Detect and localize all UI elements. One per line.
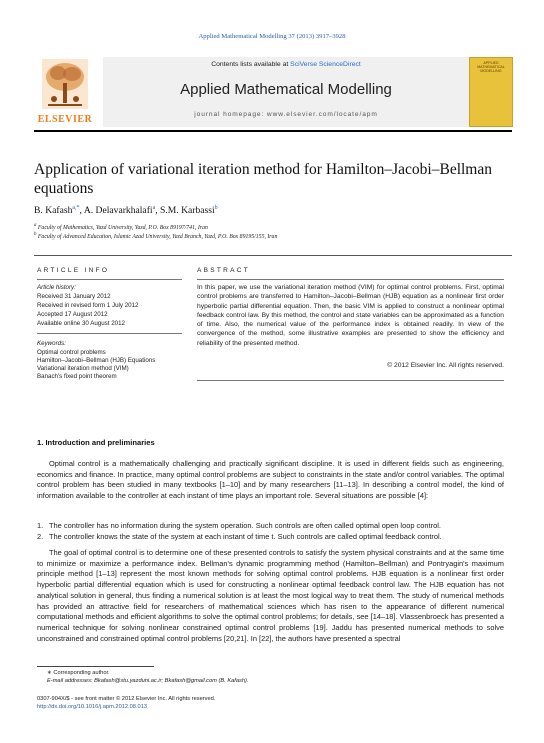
abstract-text: In this paper, we use the variational iteration method (VIM) for optimal control problems. First, optimal control problems are transferred to Hamilton–Jacobi–Bellman (HJB) equation as a nonlinear first order hyperbolic partial differential equation. Then, the basic VIM is applied to construct a nonlinear optimal feedback control law. By this method, the control and state variables can be approximated as a function of time. Also, the numerical value of the performance index is obtained readily. In view of the convergence of the method, some illustrative examples are presented to show the efficiency and reliability of the presented method. [197, 284, 504, 347]
keyword-item: Optimal control problems [37, 349, 106, 356]
history-label: Article history: [37, 284, 76, 291]
author-list: B. Kafash$^{a,*}$, A. Delavarkhalafi$^a$, S.M. Karbassi$^b$ [34, 205, 218, 217]
issn-line: 0307-904X/$ - see front matter © 2012 Elsevier Inc. All rights reserved. [37, 696, 216, 702]
cover-title: APPLIED MATHEMATICAL MODELLING [477, 61, 505, 73]
keyword-item: Banach's fixed point theorem [37, 373, 117, 380]
history-item: Received in revised form 1 July 2012 [37, 302, 139, 309]
contents-prefix: Contents lists available at [211, 61, 291, 68]
elsevier-tree-icon [42, 59, 88, 109]
keyword-item: Variational iteration method (VIM) [37, 365, 129, 372]
keywords-label: Keywords: [37, 340, 66, 347]
sciencedirect-link[interactable]: SciVerse ScienceDirect [290, 61, 361, 68]
list-number: 1. [37, 521, 44, 530]
body-paragraph [37, 548, 504, 644]
history-item: Received 31 January 2012 [37, 293, 111, 300]
asterisk-icon: ∗ [47, 670, 52, 676]
affiliation-sup: b [34, 232, 37, 237]
journal-header [103, 57, 469, 127]
list-item [37, 532, 504, 543]
list-text: The controller has no information during the system operation. Such controls are often called optimal open loop control. [49, 521, 441, 530]
list-text: The controller knows the state of the system at each instant of time t. Such controls are called optimal feedback control. [49, 532, 442, 541]
author-sup[interactable]: a [152, 205, 156, 211]
footnote-rule [37, 666, 154, 667]
journal-homepage[interactable]: journal homepage: www.elsevier.com/locate/apm [194, 111, 378, 118]
author-name[interactable]: S.M. Karbassi [160, 205, 215, 217]
list-item [37, 521, 504, 532]
article-title: Application of variational iteration method for Hamilton–Jacobi–Bellman equations [34, 161, 492, 197]
header-rule [34, 130, 512, 132]
list-number: 2. [37, 532, 44, 541]
copyright-line: © 2012 Elsevier Inc. All rights reserved. [387, 362, 504, 369]
footnote-emails[interactable]: E-mail addresses: Bkafash@stu.yazduni.ac.ir; Bkafash@gmail.com (B. Kafash). [47, 678, 249, 684]
elsevier-logo [36, 57, 94, 125]
section-heading: 1. Introduction and preliminaries [37, 438, 155, 447]
body-paragraph [37, 459, 504, 502]
publisher-name: ELSEVIER [37, 114, 93, 125]
journal-cover-image [469, 57, 513, 127]
abstract-bottom-rule [197, 380, 504, 381]
affiliation-text: Faculty of Advanced Education, Islamic Azad University, Yazd Branch, Yazd, P.O. Box 89195/155, Iran [37, 233, 278, 240]
affiliation-text: Faculty of Mathematics, Yazd University, Yazd, P.O. Box 89197/741, Iran [37, 224, 208, 231]
paragraph-text: Optimal control is a mathematically challenging and practically significant discipline. It is used in different fields such as engineering, economics and finance. In practice, many optimal control problems are subject to constraints in the state and/or control variables. The optimal control problem has been studied in many textbooks [1–10] and by many researchers [11–13]. In describing a control model, the kind of information available to the controller at each instant of time plays an important role. Several situations are possible [4]: [37, 459, 504, 501]
affiliation [34, 232, 512, 240]
section-rule [34, 255, 512, 256]
journal-reference[interactable]: Applied Mathematical Modelling 37 (2013) 3917–3928 [198, 33, 346, 40]
paragraph-text: The goal of optimal control is to determine one of these presented controls to satisfy the system physical constraints and at the same time to minimize or maximize a performance index. Bellman's dynamic programming method (Hamilton–Bellman) and Pontryagin's maximum principle method [1–13] represent the most known methods for solving optimal control problems. HJB equation is a nonlinear first order hyperbolic partial differential equation which is used for constructing a nonlinear optimal feedback control law. The HJB equation has not analytical solution in general, thus finding a numerical solution is at least the most logical way to treat them. The study of numerical methods has provided an attractive field for researchers of mathematical sciences which has risen to the appearance of different numerical computational methods and efficient algorithms to solve the optimal control problems; for details, see [14–18]. Vlassenbroeck has presented a numerical technique for solving nonlinear constrained optimal control problems [19]. Jaddu has presented numerical methods to solve unconstrained and constrained optimal control problems [20,21]. In [22], the authors have presented a spectral [37, 548, 504, 643]
journal-title[interactable]: Applied Mathematical Modelling [180, 81, 392, 98]
author-name[interactable]: A. Delavarkhalafi [83, 205, 153, 217]
author-name[interactable]: B. Kafash [34, 205, 73, 217]
keywords-rule [37, 333, 182, 334]
keyword-item: Hamilton–Jacobi–Bellman (HJB) Equations [37, 357, 156, 364]
footnote-corresponding [47, 670, 110, 676]
history-item: Accepted 17 August 2012 [37, 311, 108, 318]
affiliation-sup: a [34, 223, 37, 228]
author-sup[interactable]: a,* [72, 205, 80, 211]
article-info-heading: ARTICLE INFO [37, 267, 110, 274]
affiliation [34, 223, 512, 231]
article-info-rule [37, 279, 182, 280]
contents-line [103, 61, 469, 68]
doi-link[interactable]: http://dx.doi.org/10.1016/j.apm.2012.08.013 [37, 704, 148, 710]
author-sup[interactable]: b [214, 205, 218, 211]
footnote-text: Corresponding author. [53, 670, 110, 676]
abstract-rule [197, 279, 504, 280]
history-item: Available online 30 August 2012 [37, 320, 125, 327]
abstract-heading: ABSTRACT [197, 267, 251, 274]
